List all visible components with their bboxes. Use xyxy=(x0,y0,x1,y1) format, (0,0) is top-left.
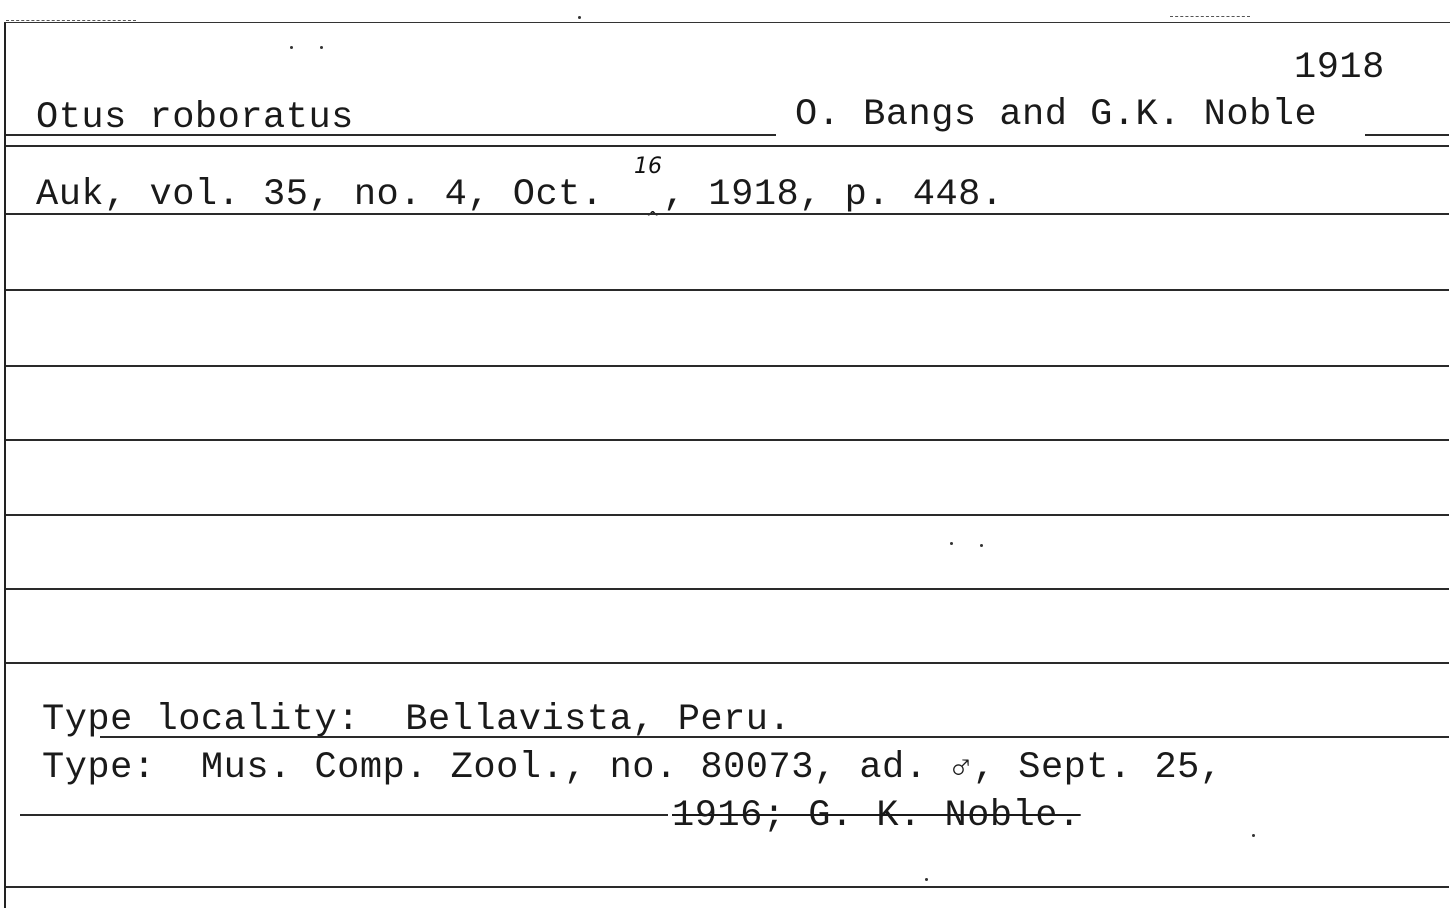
card-rule xyxy=(6,514,1449,516)
scan-mark-top-right xyxy=(1170,16,1250,17)
header-rule-left xyxy=(6,134,776,136)
card-rule xyxy=(6,588,1449,590)
card-rule xyxy=(6,439,1449,441)
scan-mark-top-left xyxy=(6,20,136,21)
scan-dot xyxy=(925,878,928,881)
type-specimen-line-1: Type: Mus. Comp. Zool., no. 80073, ad. ♂, Sept. 25, xyxy=(42,747,1223,789)
authors: O. Bangs and G.K. Noble xyxy=(795,94,1318,136)
scan-dot xyxy=(1252,834,1255,837)
card-rule xyxy=(100,736,1449,738)
handwritten-day-insert: 16 xyxy=(634,154,662,179)
scan-dot xyxy=(578,16,581,19)
year: 1918 xyxy=(1294,47,1385,89)
insertion-caret: ^ xyxy=(646,208,660,227)
scan-dot xyxy=(980,544,983,547)
card-rule xyxy=(6,365,1449,367)
scan-dot xyxy=(950,542,953,545)
header-rule-right xyxy=(1365,134,1449,136)
header-rule-lower xyxy=(6,145,1449,147)
type-locality: Type locality: Bellavista, Peru. xyxy=(42,699,792,741)
card-rule xyxy=(6,662,1449,664)
card-rule xyxy=(6,289,1449,291)
card-bottom-rule xyxy=(6,886,1449,888)
species-name: Otus roboratus xyxy=(36,97,354,139)
citation-part-1: Auk, vol. 35, no. 4, Oct. xyxy=(36,174,604,216)
card-rule xyxy=(6,213,1449,215)
type-specimen-line-2-struck: 1916; G. K. Noble. xyxy=(672,795,1081,837)
citation-part-2: , 1918, p. 448. xyxy=(663,174,1004,216)
scan-dot xyxy=(320,46,323,49)
scan-dot xyxy=(290,46,293,49)
card-rule xyxy=(20,814,668,816)
